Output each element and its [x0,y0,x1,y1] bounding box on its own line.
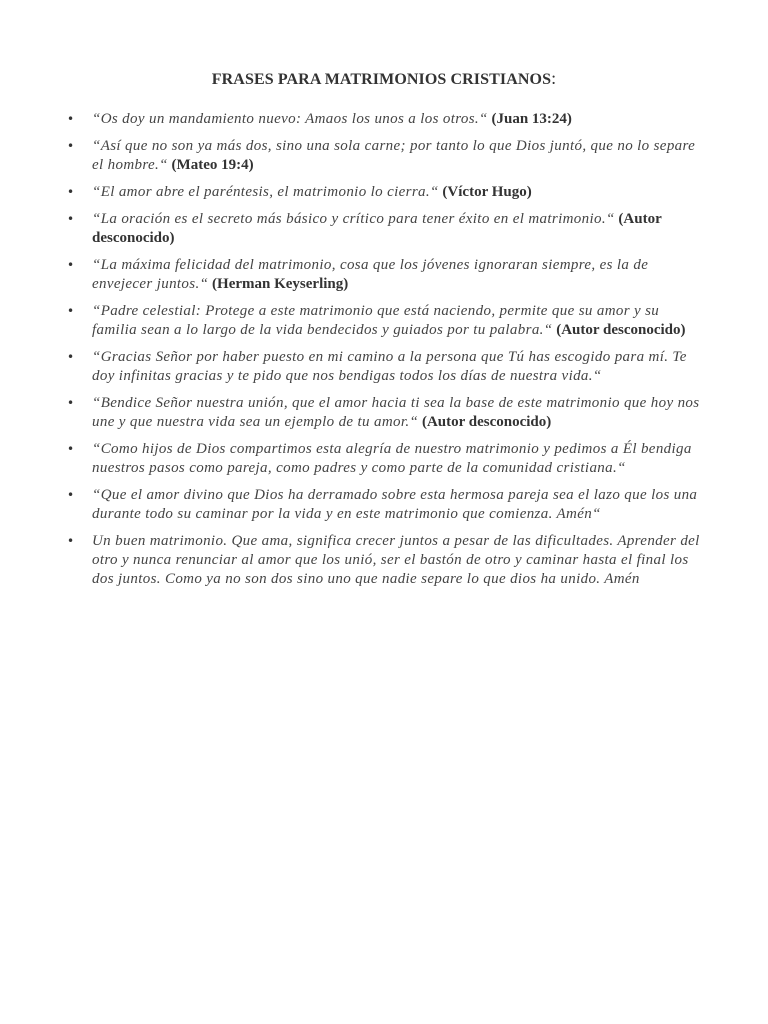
bullet-icon: • [67,350,75,364]
bullet-icon: • [67,304,75,318]
list-item [65,302,705,340]
quote-text: “El amor abre el paréntesis, el matrimonio lo cierra.“ [92,184,439,200]
list-item [65,137,705,175]
list-item [65,210,705,248]
title-colon: : [551,68,557,88]
list-item [65,110,705,129]
bullet-icon: • [67,442,75,456]
quote-text: “La oración es el secreto más básico y crítico para tener éxito en el matrimonio.“ [92,211,615,227]
bullet-icon: • [67,488,75,502]
bullet-icon: • [67,396,75,410]
bullet-icon: • [67,185,75,199]
list-item [65,256,705,294]
bullet-icon: • [67,212,75,226]
list-item [65,394,705,432]
quote-attribution: (Autor desconocido) [556,322,686,338]
quote-text: “Padre celestial: Protege a este matrimonio que está naciendo, permite que su amor y su familia sean a lo largo de la vida bendecidos y guiados por tu palabra.“ [92,303,660,338]
quote-list [65,110,705,597]
quote-text: “Os doy un mandamiento nuevo: Amaos los unos a los otros.“ [92,111,488,127]
bullet-icon: • [67,112,75,126]
list-item [65,348,705,386]
quote-attribution: (Mateo 19:4) [171,157,254,173]
bullet-icon: • [67,534,75,548]
list-item [65,486,705,524]
quote-text: “Bendice Señor nuestra unión, que el amor hacia ti sea la base de este matrimonio que hoy nos une y que nuestra vida sea un ejemplo de tu amor.“ [92,395,700,430]
bullet-icon: • [67,139,75,153]
list-item [65,532,705,589]
quote-attribution: (Juan 13:24) [491,111,572,127]
quote-text: “Como hijos de Dios compartimos esta alegría de nuestro matrimonio y pedimos a Él bendiga nuestros pasos como pareja, como padres y como parte de la comunidad cristiana.“ [92,441,692,476]
bullet-icon: • [67,258,75,272]
list-item [65,440,705,478]
quote-text: “Así que no son ya más dos, sino una sola carne; por tanto lo que Dios juntó, que no lo separe el hombre.“ [92,138,696,173]
title-text: FRASES PARA MATRIMONIOS CRISTIANOS [211,71,552,88]
quote-text: “La máxima felicidad del matrimonio, cosa que los jóvenes ignoraran siempre, es la de envejecer juntos.“ [92,257,649,292]
quote-text: Un buen matrimonio. Que ama, significa crecer juntos a pesar de las dificultades. Aprender del otro y nunca renunciar al amor que los unió, ser el bastón de otro y caminar hasta el final los dos juntos. Como ya no son dos sino uno que nadie separe lo que dios ha unido. Amén [92,533,700,587]
quote-attribution: (Autor desconocido) [421,414,552,430]
quote-text: “Gracias Señor por haber puesto en mi camino a la persona que Tú has escogido para mí. Te doy infinitas gracias y te pido que nos bendigas todos los días de nuestra vida.“ [92,349,687,384]
quote-text: “Que el amor divino que Dios ha derramado sobre esta hermosa pareja sea el lazo que los una durante todo su caminar por la vida y en este matrimonio que comienza. Amén“ [92,487,698,522]
quote-attribution: (Víctor Hugo) [442,184,532,200]
list-item [65,183,705,202]
document-title [0,68,768,89]
quote-attribution: (Herman Keyserling) [212,276,349,292]
quote-attribution: (Autor desconocido) [92,211,662,246]
